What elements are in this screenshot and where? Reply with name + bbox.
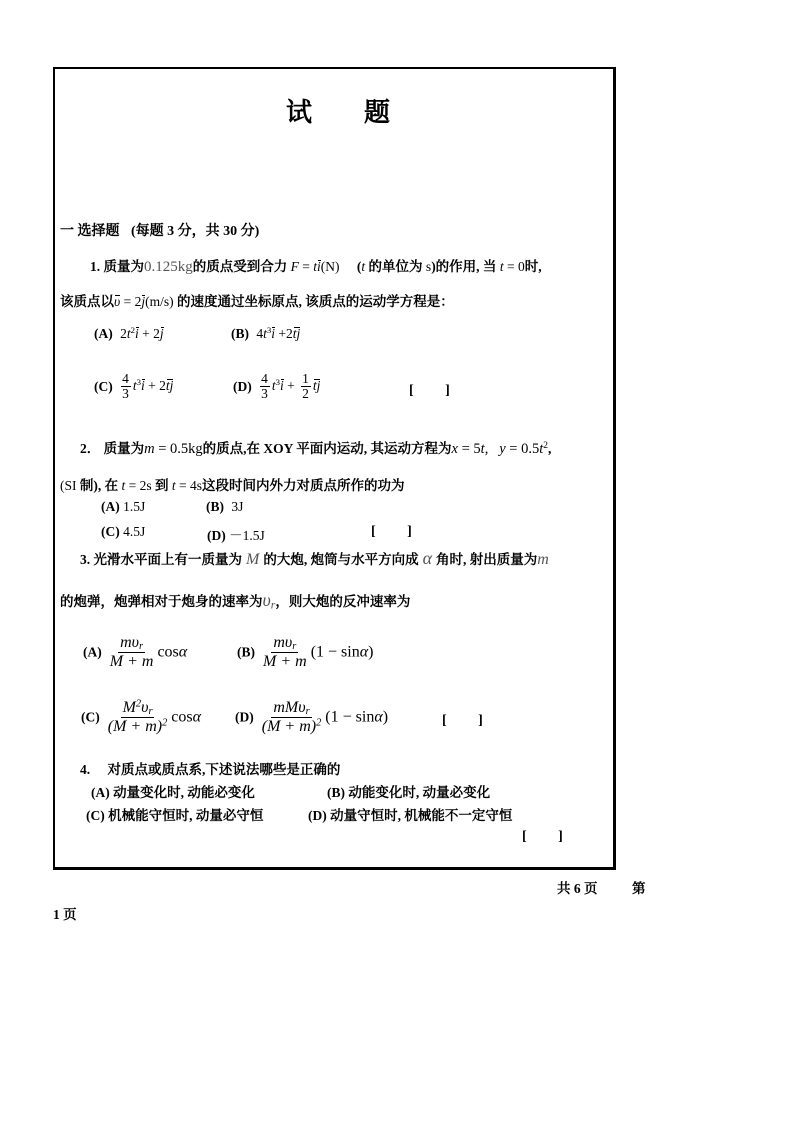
q2-text-b: 的质点,在 XOY 平面内运动, 其运动方程为 xyxy=(202,441,452,456)
footer-total-pages: 共 6 页 xyxy=(557,881,598,896)
q2-option-b[interactable] xyxy=(206,499,243,515)
question-4-stem xyxy=(80,758,340,778)
q2-equation: x = 5t, $y = 0.5t^2$ xyxy=(451,440,548,457)
q1-text-e: 的速度通过坐标原点, 该质点的运动学方程是： xyxy=(176,294,454,309)
q3-mass-m: m xyxy=(537,551,549,568)
q3-option-d[interactable] xyxy=(235,700,388,735)
q3-answer-bracket[interactable]: [ ] xyxy=(442,713,497,728)
q1-number: 1. xyxy=(90,259,101,274)
option-label: (B) xyxy=(237,644,255,660)
q4-option-c[interactable] xyxy=(86,804,263,824)
option-expr: $2t^2i + 2j$ xyxy=(120,325,164,341)
question-2-line-2: (SI 制), 在 t = 2s 到 t = 4s这段时间内外力对质点所作的功为 xyxy=(60,478,405,493)
q4-number: 4. xyxy=(80,762,91,777)
q2-option-d[interactable] xyxy=(207,524,265,544)
option-text: 动量变化时, 动能必变化 xyxy=(113,785,255,800)
q2-t2: t = 4s xyxy=(171,478,203,493)
q3-option-c[interactable] xyxy=(81,700,201,735)
exam-frame xyxy=(53,67,616,870)
option-fraction: $\frac{mM\upsilon_r}{(M + m)^2}$ xyxy=(261,699,322,735)
q3-text-e: ，则大炮的反冲速率为 xyxy=(275,594,411,609)
option-label: (C) xyxy=(101,524,120,539)
option-expr: $\frac{4}{3}$ $t^3i$ + $\frac{1}{2}$ tj xyxy=(261,371,321,402)
question-3-line-1 xyxy=(80,548,549,569)
question-1-line-2 xyxy=(60,290,454,310)
option-tail: (1 − sinα) xyxy=(325,708,389,726)
q3-text-b: 的大炮, 炮筒与水平方向成 xyxy=(263,552,419,567)
option-expr: －1.5J xyxy=(229,528,265,543)
section-title: 一 选择题 xyxy=(60,224,120,239)
q3-text-a: 光滑水平面上有一质量为 xyxy=(93,552,242,567)
option-label: (C) xyxy=(94,379,113,394)
q2-text-a: 质量为 xyxy=(103,441,145,456)
option-fraction: $\frac{m\upsilon_r}{M + m}$ xyxy=(263,634,307,670)
q1-mass: 0.125kg xyxy=(144,259,193,275)
q4-option-d[interactable] xyxy=(308,804,512,824)
option-expr: 3J xyxy=(231,499,244,514)
option-label: (B) xyxy=(206,499,224,514)
q1-force: F = ti(N) xyxy=(290,259,340,274)
q1-velocity: υ = 2j(m/s) xyxy=(114,294,174,309)
q2-text-d: 这段时间内外力对质点所作的功为 xyxy=(202,478,405,493)
option-label: (B) xyxy=(327,785,345,800)
q1-text-b: 的质点受到合力 xyxy=(192,259,288,274)
q2-t1: t = 2s xyxy=(121,478,152,493)
q2-option-c[interactable] xyxy=(101,524,145,540)
q1-option-d[interactable] xyxy=(233,372,320,402)
option-expr: $4t^3i +2tj$ xyxy=(256,325,301,341)
footer-page-current: 1 页 xyxy=(53,907,77,922)
q1-option-b[interactable] xyxy=(231,326,300,342)
q1-option-a[interactable] xyxy=(94,326,164,342)
q1-text-d: 该质点以 xyxy=(60,294,114,309)
q3-option-a[interactable] xyxy=(83,635,187,670)
option-label: (A) xyxy=(83,644,102,660)
option-label: (A) xyxy=(101,499,120,514)
q4-stem-text: 对质点或质点系,下述说法哪些是正确的 xyxy=(107,762,341,777)
q3-text-c: 角时, 射出质量为 xyxy=(436,552,538,567)
q2-answer-bracket[interactable]: [ ] xyxy=(371,524,426,539)
option-label: (D) xyxy=(207,528,226,543)
q1-answer-bracket[interactable]: [ ] xyxy=(409,383,464,398)
option-label: (D) xyxy=(233,379,252,394)
option-text: 机械能守恒时, 动量必守恒 xyxy=(108,808,264,823)
page-title xyxy=(286,92,390,129)
q3-text-d: 的炮弹，炮弹相对于炮身的速率为 xyxy=(60,594,263,609)
question-3-line-2 xyxy=(60,590,410,611)
q3-alpha: α xyxy=(422,548,433,568)
option-expr: 4.5J xyxy=(123,524,146,539)
option-label: (A) xyxy=(91,785,110,800)
option-label: (D) xyxy=(235,709,254,725)
section-scoring: (每题 3 分，共 30 分) xyxy=(131,224,260,239)
section-heading xyxy=(60,220,259,240)
option-fraction: $\frac{M^2\upsilon_r}{(M + m)^2}$ xyxy=(107,698,168,735)
q3-option-b[interactable] xyxy=(237,635,373,670)
q2-number: 2． xyxy=(80,441,101,456)
q4-answer-bracket[interactable]: [ ] xyxy=(522,829,577,844)
q2-option-a[interactable] xyxy=(101,499,145,515)
option-expr: 1.5J xyxy=(123,499,146,514)
q1-option-c[interactable] xyxy=(94,372,173,402)
title-text: 试 题 xyxy=(286,98,391,127)
option-fraction: $\frac{m\upsilon_r}{M + m}$ xyxy=(109,634,154,670)
option-label: (C) xyxy=(81,709,100,725)
option-label: (B) xyxy=(231,326,249,341)
option-tail: (1 − sinα) xyxy=(310,643,374,661)
option-label: (A) xyxy=(94,326,113,341)
option-label: (D) xyxy=(308,808,327,823)
option-tail: cosα xyxy=(171,708,202,726)
q3-vr: $\upsilon_r$ xyxy=(262,590,276,612)
footer-page-prefix: 第 xyxy=(632,881,646,896)
q1-text-c: (t 的单位为 s)的作用, 当 t = 0时, xyxy=(356,259,542,274)
q3-mass-M: M xyxy=(246,551,260,568)
question-2-line-1 xyxy=(80,437,551,458)
option-label: (C) xyxy=(86,808,105,823)
option-tail: cosα xyxy=(157,643,188,661)
q4-option-a[interactable] xyxy=(91,781,255,801)
question-1-line-1 xyxy=(90,255,542,276)
option-text: 动能变化时, 动量必变化 xyxy=(348,785,491,800)
option-text: 动量守恒时, 机械能不一定守恒 xyxy=(330,808,513,823)
q2-si: (SI xyxy=(60,478,77,493)
q3-number: 3. xyxy=(80,552,91,567)
option-expr: $\frac{4}{3}$ $t^3i + 2tj$ xyxy=(122,371,174,402)
q2-text-c: , xyxy=(547,441,552,456)
q2-mass: m = 0.5kg xyxy=(144,441,203,457)
q1-text-a: 质量为 xyxy=(103,259,144,274)
q4-option-b[interactable] xyxy=(327,781,490,801)
